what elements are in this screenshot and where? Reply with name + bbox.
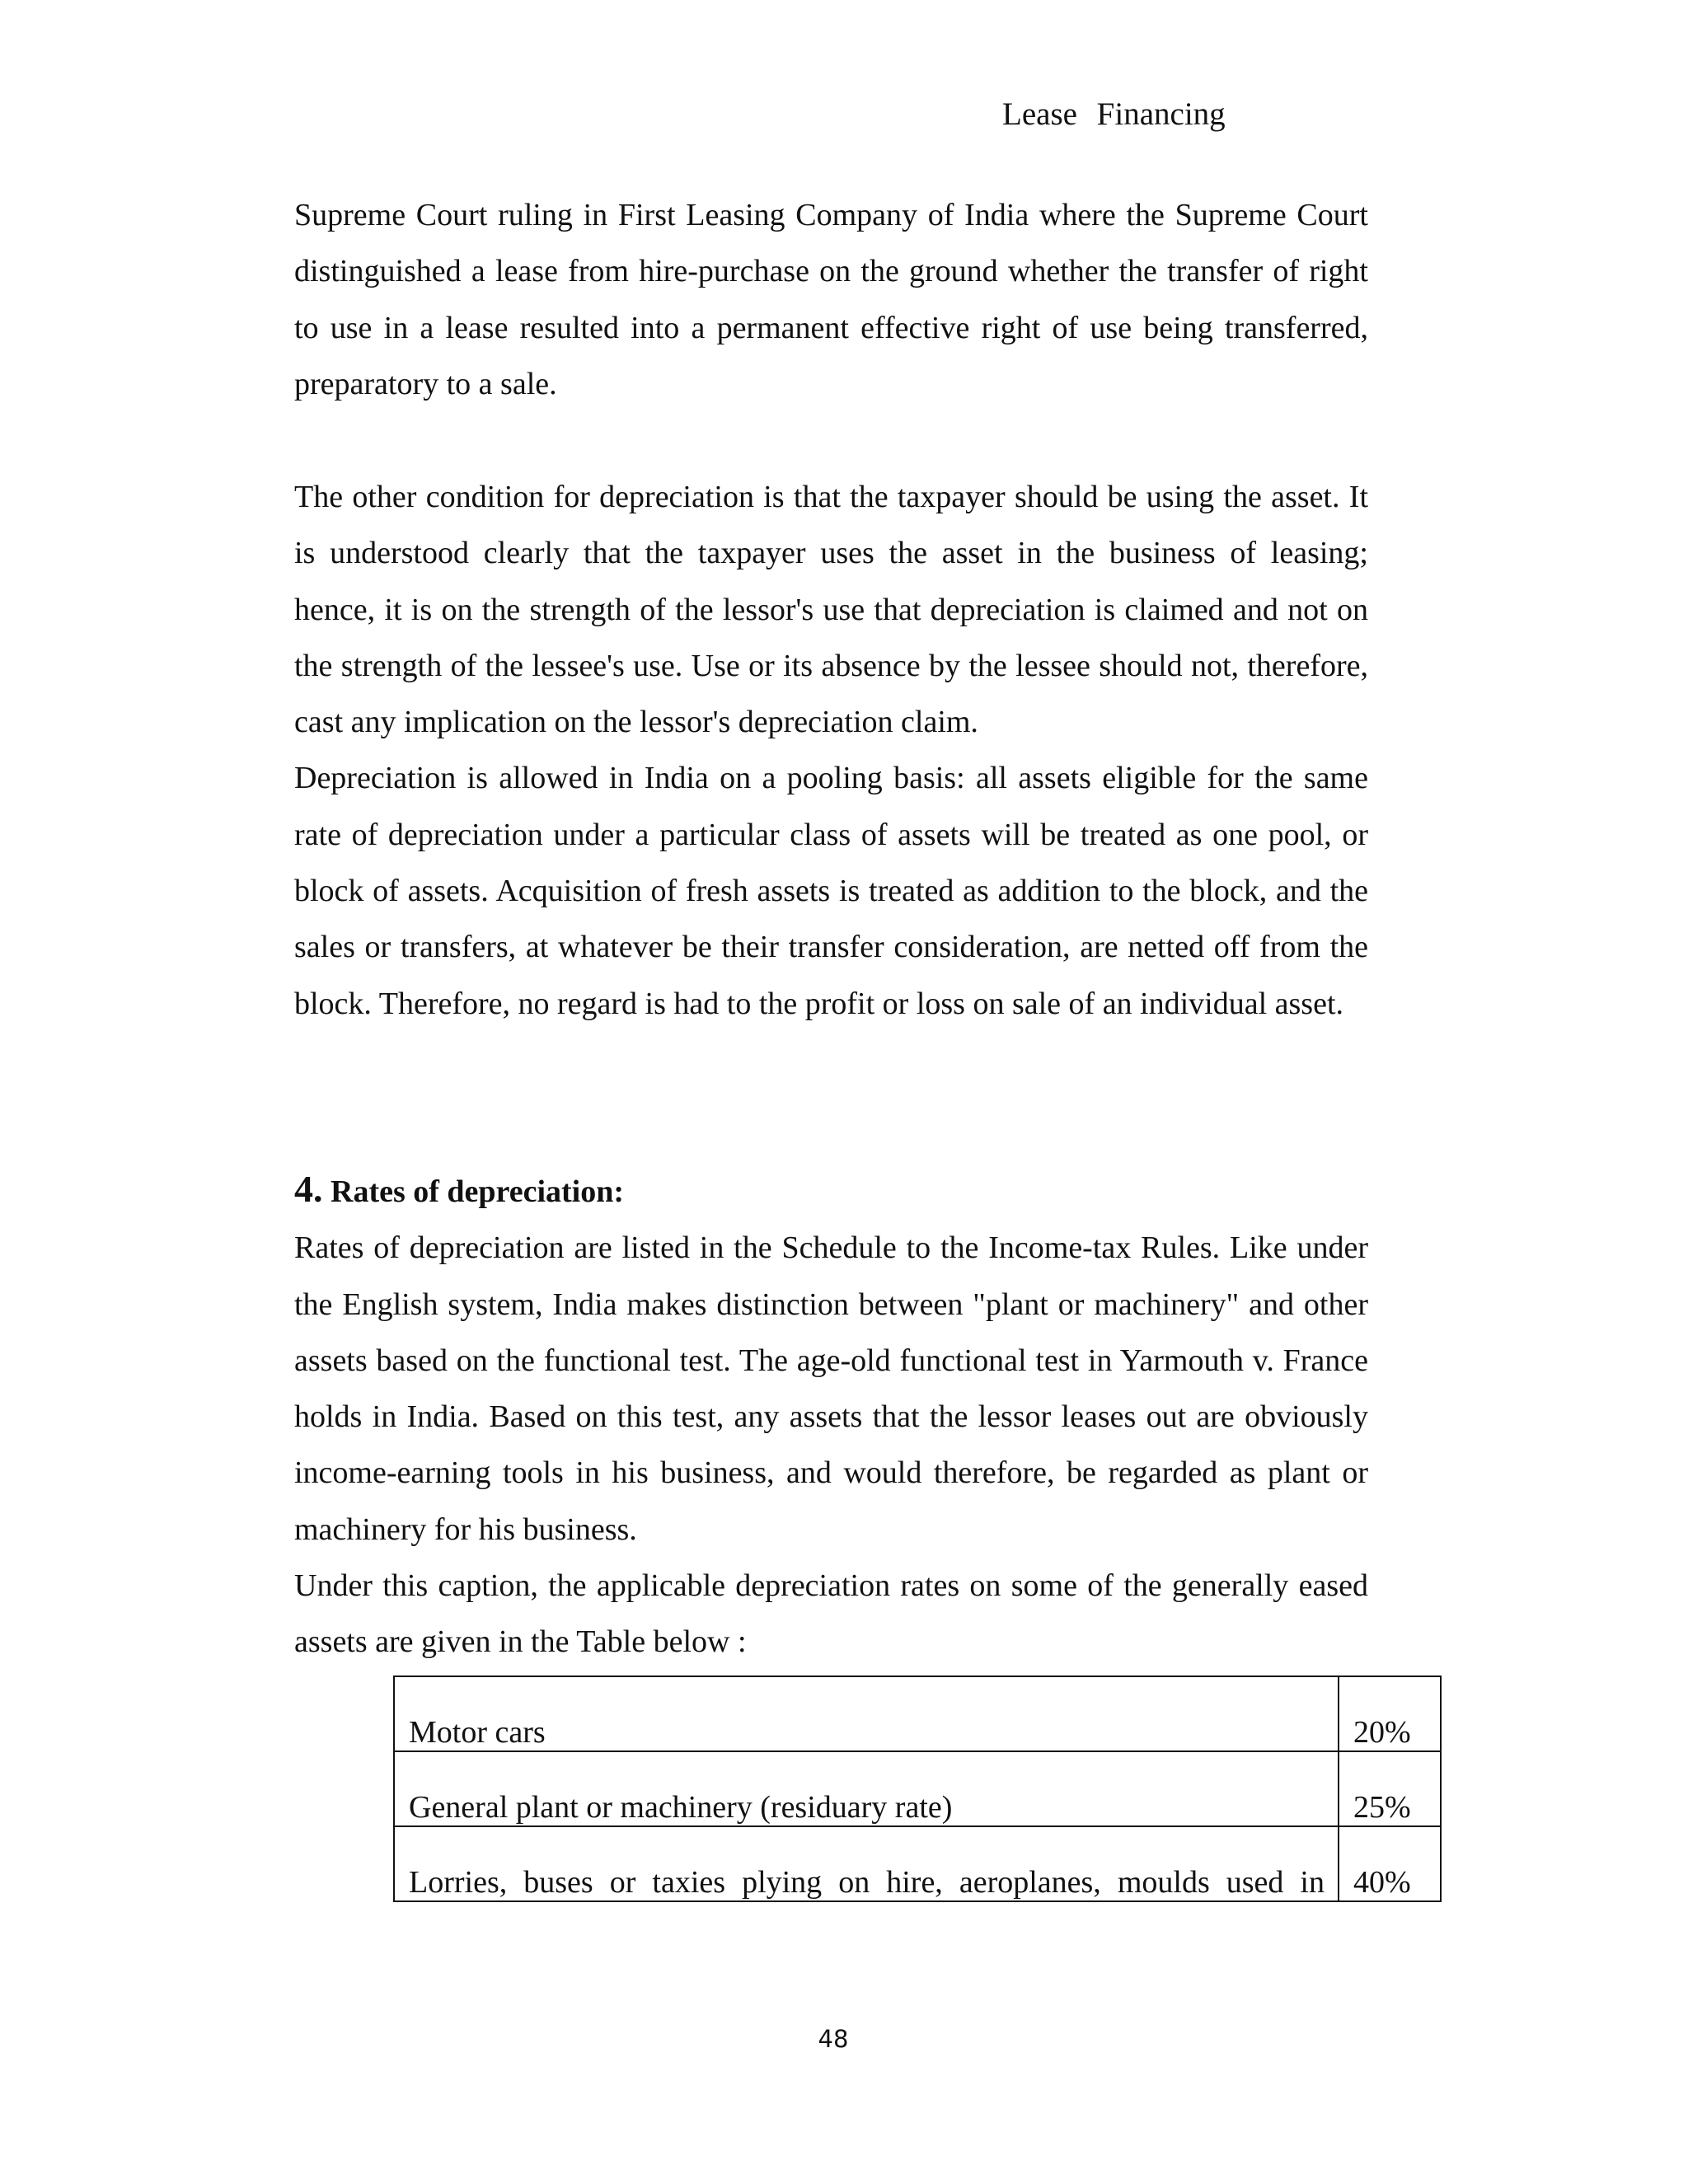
running-header: Lease Financing	[1002, 96, 1226, 132]
paragraph-rates-listed: Rates of depreciation are listed in the Schedule to the Income-tax Rules. Like under the English system, India makes distinction between "plant or machinery" and other assets based on the functional test. The age-old functional test in Yarmouth v. France holds in India. Based on this test, any assets that the lessor leases out are obviously income-earning tools in his business, and would therefore, be regarded as plant or machinery for his business.	[294, 1230, 1368, 1547]
table-row	[394, 1826, 1441, 1901]
section-rates-of-depreciation	[294, 1161, 1368, 1671]
page-number: 48	[818, 2025, 849, 2053]
section-title: Rates of depreciation:	[331, 1174, 625, 1209]
asset-cell: Motor cars	[394, 1676, 1339, 1751]
asset-cell: Lorries, buses or taxies plying on hire, aeroplanes, moulds used in	[394, 1826, 1339, 1901]
table-row	[394, 1676, 1441, 1751]
text-block-depreciation-conditions	[294, 469, 1368, 1032]
section-heading	[294, 1161, 1368, 1220]
text-block-top	[294, 187, 1368, 412]
paragraph-depreciation-condition: The other condition for depreciation is that the taxpayer should be using the asset. It is understood clearly that the taxpayer uses the asset in the business of leasing; hence, it is on the strength of the lessor's use that depreciation is claimed and not on the strength of the lessee's use. Use or its absence by the lessee should not, therefore, cast any implication on the lessor's depreciation claim.	[294, 480, 1368, 740]
paragraph-table-intro: Under this caption, the applicable depreciation rates on some of the generally eased assets are given in the Table below :	[294, 1568, 1368, 1660]
rate-cell: 40%	[1339, 1826, 1441, 1901]
rate-cell: 20%	[1339, 1676, 1441, 1751]
rate-cell: 25%	[1339, 1751, 1441, 1826]
paragraph-supreme-court-ruling: Supreme Court ruling in First Leasing Company of India where the Supreme Court distinguished a lease from hire-purchase on the ground whether the transfer of right to use in a lease resulted into a permanent effective right of use being transferred, preparatory to a sale.	[294, 198, 1368, 401]
table-row	[394, 1751, 1441, 1826]
asset-cell: General plant or machinery (residuary rate)	[394, 1751, 1339, 1826]
paragraph-pooling-basis: Depreciation is allowed in India on a pooling basis: all assets eligible for the same rate of depreciation under a particular class of assets will be treated as one pool, or block of assets. Acquisition of fresh assets is treated as addition to the block, and the sales or transfers, at whatever be their transfer consideration, are netted off from the block. Therefore, no regard is had to the profit or loss on sale of an individual asset.	[294, 761, 1368, 1021]
section-number: 4.	[294, 1168, 323, 1210]
depreciation-rates-table	[393, 1675, 1442, 1902]
